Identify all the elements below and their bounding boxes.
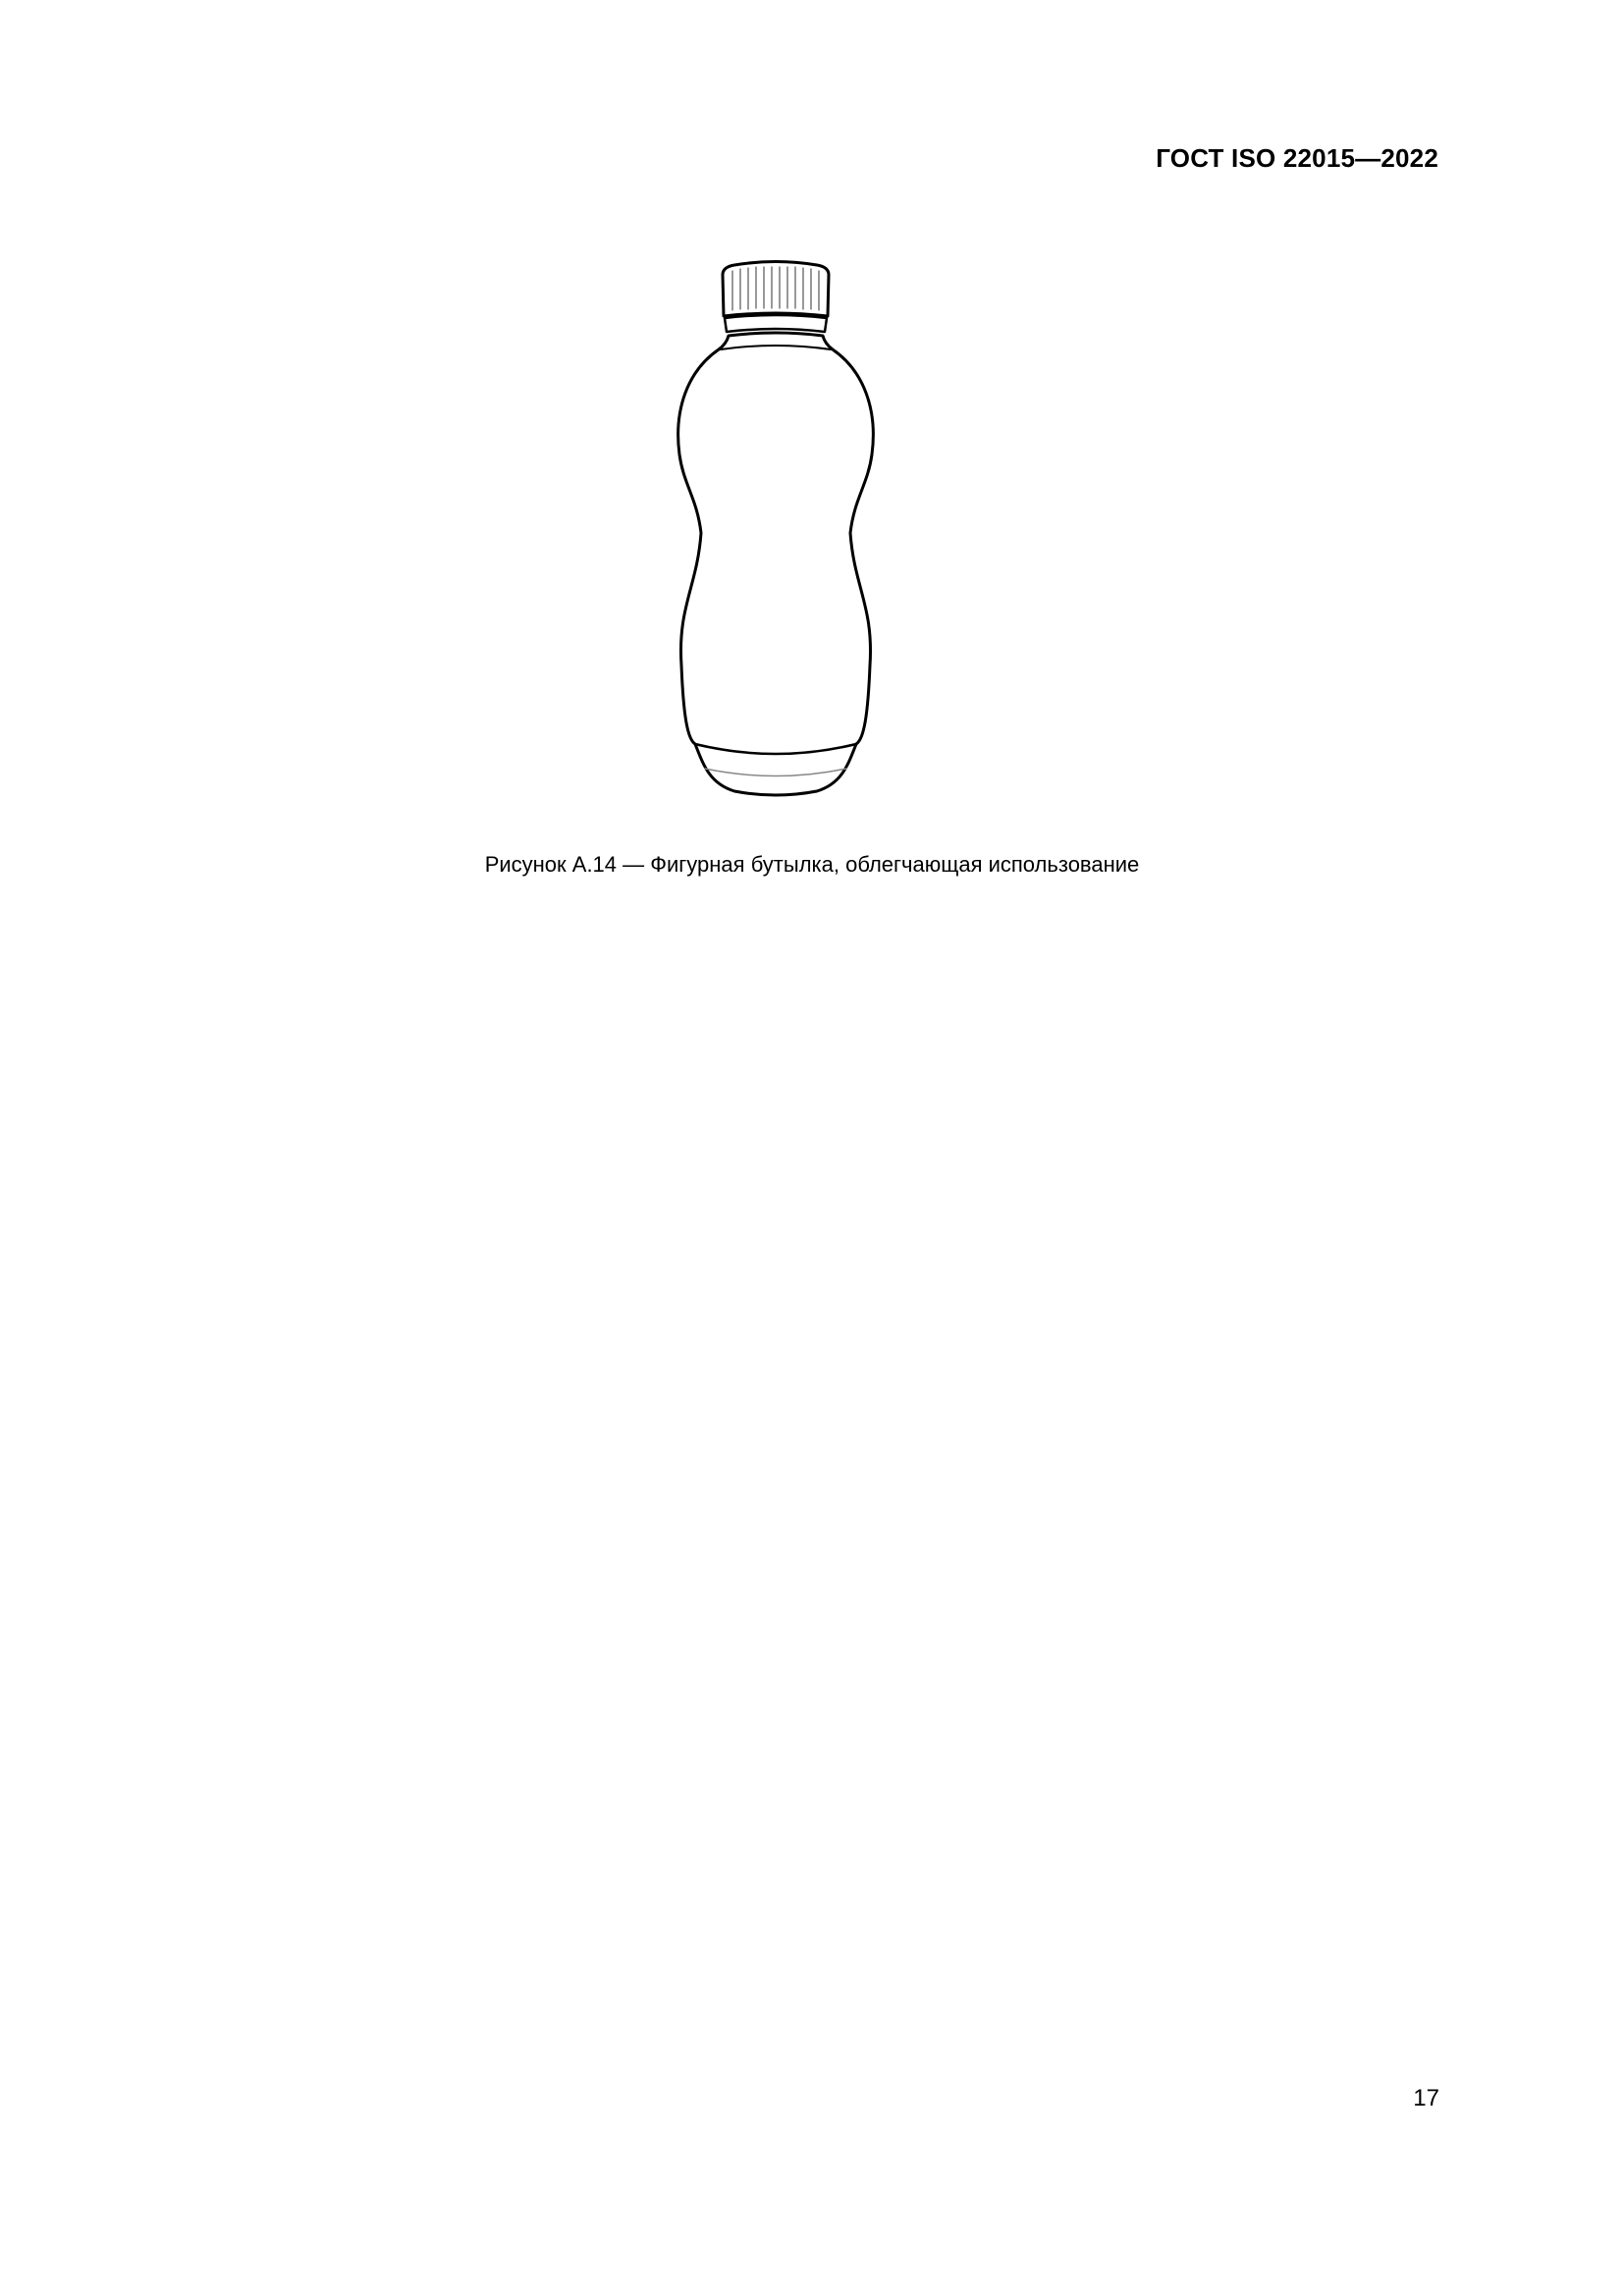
figure-caption: Рисунок А.14 — Фигурная бутылка, облегчающая использование (484, 852, 1140, 877)
bottle-body (678, 333, 874, 795)
bottle-illustration-icon (648, 253, 903, 803)
neck-ring (725, 315, 827, 332)
page-number: 17 (1413, 2085, 1439, 2111)
bottle-cap (723, 262, 829, 317)
base-band (695, 744, 856, 754)
figure-bottle (648, 253, 903, 803)
document-standard-header: ГОСТ ISO 22015—2022 (1156, 143, 1438, 173)
base-inner-line (705, 769, 846, 776)
shoulder-line (721, 346, 831, 349)
cap-ribbing (732, 267, 819, 310)
